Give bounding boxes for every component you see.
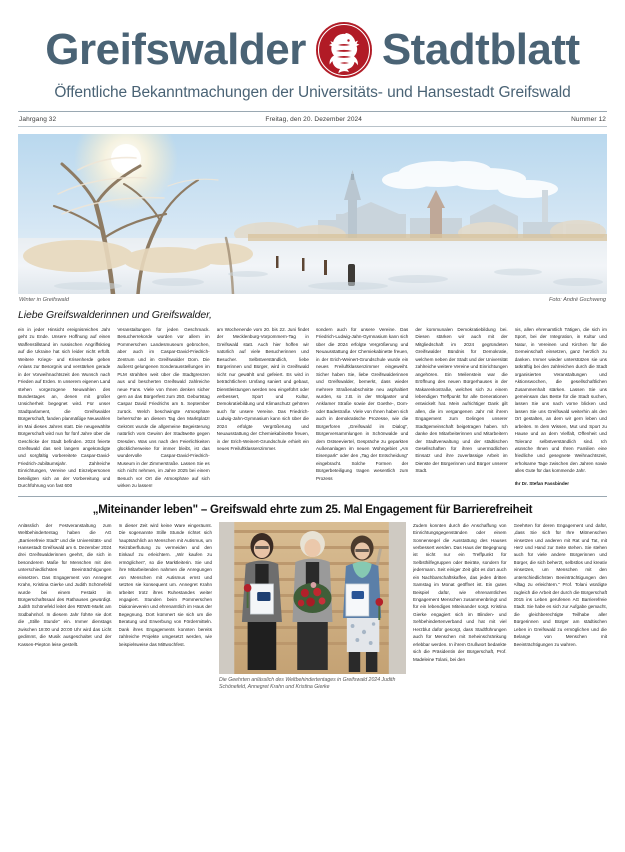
bottom-article-column: Zudem konnten durch die Anschaffung von Einrichtungsgegenständen oder einem Sonnensegel die Ausstattung des Hauses verbessert werden. Das Haus der Begegnung ist nicht nur ein Treffpunkt für Selbsthilfegruppen oder Beiräte, sondern für jedermann. Seit einiger Zeit gibt es dort auch ein Nachbarschaftskaffee, das jeden dritten Samstag im Monat geöffnet ist. Ein gutes Beispiel dafür, wie ehrenamtliches Engagement Menschen zusammenbringt und für ein lebendiges Miteinander sorgt. Kristina Gierke engagiert sich im Blinden- und Sehbehindertenverband und hat mit viel Herzblut dafür gesorgt, dass Stadtführungen auch für Menschen mit Seheinschränkung erlebbar werden. In ihrem Grußwort bedankte sich die Präsidentin der Bürgerschaft, Prof. Madeleine Tolani, bei den — [413, 522, 507, 662]
winter-landscape-greifswald-photo — [18, 134, 607, 294]
article-column: ein in jeder Hinsicht ereignisreiches Jahr geht zu Ende. Unsere Hoffnung auf einen Waffenstillstand im russischen Angriffskrieg auf die Ukraine hat sich leider nicht erfüllt. Weitere Kriegs- und Krisenherde geben Anlass zur Besorgnis und verstärken gerade in der Vorweihnachtszeit den Wunsch nach Frieden auf Erden. In unserem eigenen Land stehen vorgezogene Neuwahlen des Bundestages an, denen mit großer Unsicherheit begegnet wird. Für unser Stadtparlament, die Greifswalder Bürgerschaft, fanden planmäßige Neuwahlen im Mai dieses Jahres statt. Die neugewählte Bürgerschaft wird nun für fünf Jahre über die Geschicke der Stadt befinden. 2024 feierte Greifswald das seit langem angekündigte und sorgfältig vorbereitete Caspar-David-Friedrich-Jubiläumsjahr. Zahlreiche Einrichtungen, Vereine und Einzelpersonen beteiligten sich an der Vorbereitung und Durchführung von fast 600 — [18, 327, 111, 489]
award-ceremony-three-honorees-photo — [219, 522, 406, 674]
article-column: der kommunalen Demokratiebildung bei. Diesen stärken wir auch mit der Mitgliedschaft im 2024 gegründeten Greifswalder Bündnis für Demokratie, welchem neben der Stadt und der Universität zahlreiche weitere Vereine und Einrichtungen angehören. Ein Meilenstein war die Eröffnung des neuen Bürgerhauses in der Makarenkostraße, welches sich zu einem lebendigen Treffpunkt für alle Generationen entwickelt hat. Mein aufrichtiger Dank gilt allen, die im vergangenen Jahr mit ihrem Engagement zum Gelingen unserer Stadtgemeinschaft beigetragen haben. Ich danke den Mitarbeiterinnen und Mitarbeitern der Stadtverwaltung und der städtischen Gesellschaften für ihren unermüdlichen Einsatz und ihre zuverlässige Arbeit im Dienste der Bürgerinnen und Bürger unserer Stadt. — [415, 327, 508, 474]
lead-greeting: Liebe Greifswalderinnen und Greifswalder, — [18, 309, 212, 321]
issue-volume: Jahrgang 32 — [19, 115, 57, 123]
award-photo-caption: Die Geehrten anlässlich des Weltbehindertentages in Greifswald 2024 Judith Schönefeld, Annegret Krahn und Kristina Gierke — [219, 676, 396, 690]
masthead-subtitle: Öffentliche Bekanntmachungen der Universitäts- und Hansestadt Greifswald — [54, 84, 571, 101]
article-column-text: nis, allen ehrenamtlich Tätigen, die sich im Sport, bei der Integration, in Kultur und Natur, in Vereinen und Kirchen für die Gemeinschaft einsetzen, ganz herzlich zu danken. Immer wieder unterstützen sie uns tatkräftig bei den zahlreichen durch die Stadt organisierten Veranstaltungen und Aktionswochen, die gesellschaftlichen Zusammenhalt stärken. Lassen Sie uns gemeinsam das Beste für die Stadt suchen, lassen Sie uns nach vorne blicken und lassen Sie uns Greifswald weiterhin als den Ort gestalten, an dem wir gern leben und arbeiten. In dem Wissen, Mut und Sport zu Hause und an dem Vielfalt, Offenheit und Toleranz selbstverständlich sind. Ich wünsche Ihnen und Ihren Familien eine friedliche und gesegnete Weihnachtszeit, erholsame Tage zwischen den Jahren sowie alles Gute für das kommende Jahr. — [514, 327, 607, 474]
masthead-title-right: Stadtblatt — [381, 25, 580, 74]
bottom-article-column: In dieser Zeit wird keine Ware eingeräumt. Die sogenannte Stille Stunde richtet sich hauptsächlich an Menschen mit Autismus, um Reizüberflutung zu vermeiden und den Einkauf zu erleichtern. „Wir kaufen zu ermöglichen", so die Marktleiterin. Sie und ihre Mitarbeitenden nahmen die Anregungen von Menschen mit Autismus ernst und setzten sie konsequent um. Annegret Krahn arbeitet trotz ihres Ruhestandes weiter engagiert. Stunden beim Pommerschen Diakonieverein und ehrenamtlich im Haus der Begegnung. Dort kümmert sie sich um die Beratung und Erwerbung von Fördermitteln. Dank ihres Engagements konnten bereits zahlreiche Projekte umgesetzt werden, wie beispielsweise das Mittwochfest. — [118, 522, 212, 647]
article-column: am Wochenende vom 20. bis 22. Juni findet der Mecklenburg-Vorpommern-Tag in Greifswald statt. Auch hier hoffen wir natürlich auf viele Besucherinnen und Besucher. Selbstverständlich, liebe Bürgerinnen und Bürger, wird in Greifswald nicht nur gewählt und gefeiert. Es wird in beträchtlichem Umfang saniert und gebaut, Dienstleistungen werden neu eingeführt oder verbessert, Sport und Kultur, Demokratiebildung und Klimaschutz gehören auch für unsere Vereine. Das Friedrich-Ludwig-Jahn-Gymnasium kann sich über die 2024 erfolgte Vergrößerung und Neuausstattung der Chemiekabinette freuen, in der Erich-Weinert-Grundschule erhielt ein neues Freiluftklassenzimmer. — [216, 327, 309, 451]
article-signature: Ihr Dr. Stefan Fassbinder — [514, 480, 570, 486]
bottom-article-column: Anlässlich der Festveranstaltung zum Weltbehindertentag haben die AG „Barrierefreie Stadt" und die Universitäts- und Hansestadt Greifswald am 6. Dezember 2024 drei Greifswalderinnen geehrt, die sich in besonderem Maße für Menschen mit den unterschiedlichsten Beeinträchtigungen einsetzen. Das Engagement von Annegret Krahn, Kristina Gierke und Judith Schönefeld wurde bei einem Festakt im Bürgerschaftssaal des Rathauses gewürdigt. Judith Schönefeld leitet den REWE-Markt am Südbahnhof. In diesem Jahr führte sie dort die „Stille Stunde" ein. Immer dienstags zwischen 18:00 und 20:00 Uhr wird das Licht gedimmt, die Musik ausgeschaltet und der Kassen-Piepton leise gestellt. — [18, 522, 112, 647]
masthead — [0, 0, 625, 127]
issue-number: Nummer 12 — [571, 115, 606, 123]
greifswald-griffin-crest-icon — [316, 22, 372, 78]
bottom-article-columns — [0, 522, 625, 692]
article-column: Veranstaltungen für jeden Geschmack. Besucherrekorde wurden vor allem im Pommerschen Landesmuseum gebrochen, aber auch im Caspar-David-Friedrich-Zentrum und im Greifswalder Dom. Die äußerst gelungenen Sonderausstellungen im PLM strahlten weit über die Stadtgrenzen aus und bescherten Greifswald zahlreiche neue Fans. Viele von Ihnen denken sicher gern an das Bürgerfest zum 250. Geburtstag Caspar David Friedrichs am 5. September zurück. Welch beschwingte Atmosphäre beherrschte an diesem Tag den Marktplatz! Gekrönt wurde die allgemeine Begeisterung natürlich vom Gewinn der Stadtwette gegen Dresden. Was uns nach den Feierlichkeiten glücklicherweise für immer bleibt, ist das wundervolle Caspar-David-Friedrich-Museum in der Zimmerstraße. Lassen Sie es sich nicht nehmen, im Jahre 2025 bei einem Besuch vor Ort die Atmosphäre auf sich wirken zu lassen! — [117, 327, 210, 489]
issue-date: Freitag, den 20. Dezember 2024 — [265, 115, 362, 123]
masthead-title — [18, 22, 607, 78]
bottom-article-column: Geehrten für deren Engagement und dafür, „dass Sie sich für Ihre Mitmenschen einsetzen und anderen mit Rat und Tat, mit Herz und Hand zur Seite stehen. Sie stehen auch für viele andere Bürgerinnen und Bürger, die sich beherzt, selbstlos und kreativ einsetzen, um Menschen mit den unterschiedlichsten Beeinträchtigungen den Alltag zu erleichtern." Prof. Tolani würdigte zugleich die Arbeit der durch die Bürgerschaft 2015 ins Leben gerufenen AG Barrierefreie Stadt. Sie habe es sich zur Aufgabe gemacht, die gleichberechtigte Teilhabe aller Bürgerinnen und Bürger am städtischen Leben in Greifswald zu ermöglichen und die Belange von Menschen mit Beeinträchtigungen zu wahren. — [513, 522, 607, 647]
hero-caption-row — [18, 294, 607, 303]
article-column: sondern auch für unsere Vereine. Das Friedrich-Ludwig-Jahn-Gymnasium kann sich über die 2024 erfolgte Vergrößerung und Neuausstattung der Chemiekabinette freuen, in der Erich-Weinert-Grundschule wurde ein neues Freiluftklassenzimmer eingeweiht. Sicher haben Sie, liebe Greifswalderinnen und Greifswalder, bemerkt, dass wieder mehrere Straßenabschnitte neu asphaltiert wurden, so z.B. in der Wolgaster und Anklamer Straße sowie der Goethe-, Dom- oder Badestraße. Viele von Ihnen haben sich auch in demokratische Prozesse, wie die Bürgerforen „Greifswald im Dialog", Bürgerversammlungen in Schönwalde und dem Ostseeviertel, Gespräche zu geparkten Außenanlagen im neuen Wohngebiet „Am Eisenpark" oder den „Tag der Entscheidung" eingebracht. Solche Formen der Bürgerbeteiligung tragen wesentlich zum Prozess — [315, 327, 409, 481]
hero-photo-section — [0, 127, 625, 303]
bottom-article-headline: „Miteinander leben" – Greifswald ehrte zum 25. Mal Engagement für Barrierefreiheit — [92, 503, 533, 516]
hero-photo-credit: Foto: André Gschweng — [548, 297, 606, 303]
hero-caption: Winter in Greifswald — [19, 297, 69, 303]
masthead-title-left: Greifswalder — [45, 25, 306, 74]
article-column-last — [515, 326, 607, 487]
award-photo-block — [219, 522, 406, 692]
issue-info-line — [18, 112, 607, 126]
top-article-columns — [0, 321, 625, 490]
